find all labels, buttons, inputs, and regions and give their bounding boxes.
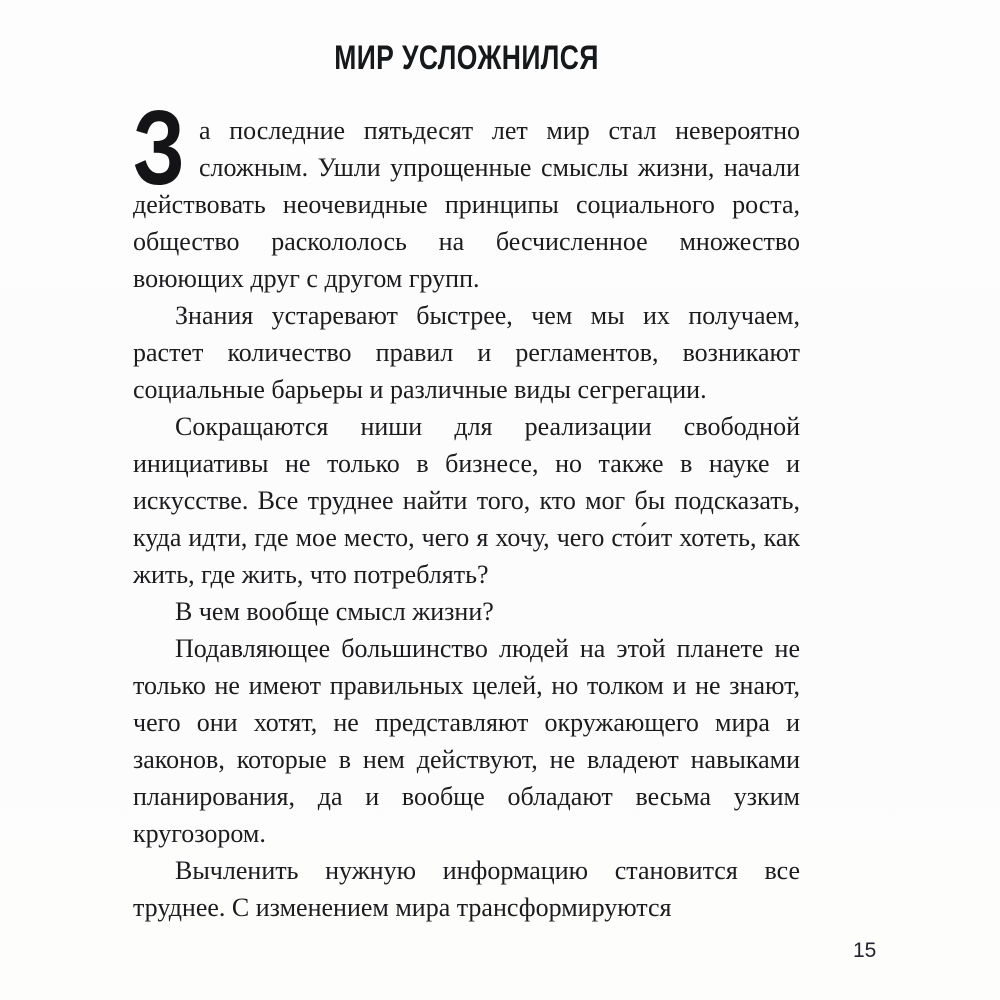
body-text	[133, 89, 800, 926]
drop-cap-letter: З	[133, 89, 185, 207]
chapter-title: МИР УСЛОЖНИЛСЯ	[334, 39, 599, 77]
paragraph: Знания устаревают быстрее, чем мы их получаем, растет количество правил и регламентов, возникают социальные барьеры и различные виды сегрегации.	[133, 301, 800, 404]
paragraph: Вычленить нужную информацию становится все труднее. С изменением мира трансформируются	[133, 856, 800, 922]
paragraph: Сокращаются ниши для реализации свободной инициативы не только в бизнесе, но также в науке и искусстве. Все труднее найти того, кто мог бы подсказать, куда идти, где мое место, чего я хочу, чего сто́ит хотеть, как жить, где жить, что потреблять?	[133, 412, 800, 589]
paragraph: Подавляющее большинство людей на этой планете не только не имеют правильных целей, но толком и не знают, чего они хотят, не представляют окружающего мира и законов, которые в нем действуют, не владеют навыками планирования, да и вообще обладают весьма узким кругозором.	[133, 634, 800, 848]
page-number: 15	[853, 939, 877, 962]
paragraph: В чем вообще смысл жизни?	[175, 597, 494, 626]
paragraph: За последние пятьдесят лет мир стал невероятно сложным. Ушли упрощенные смыслы жизни, начали действовать неочевидные принципы социального роста, общество раскололось на бесчисленное множество воюющих друг с другом групп.	[133, 89, 800, 293]
